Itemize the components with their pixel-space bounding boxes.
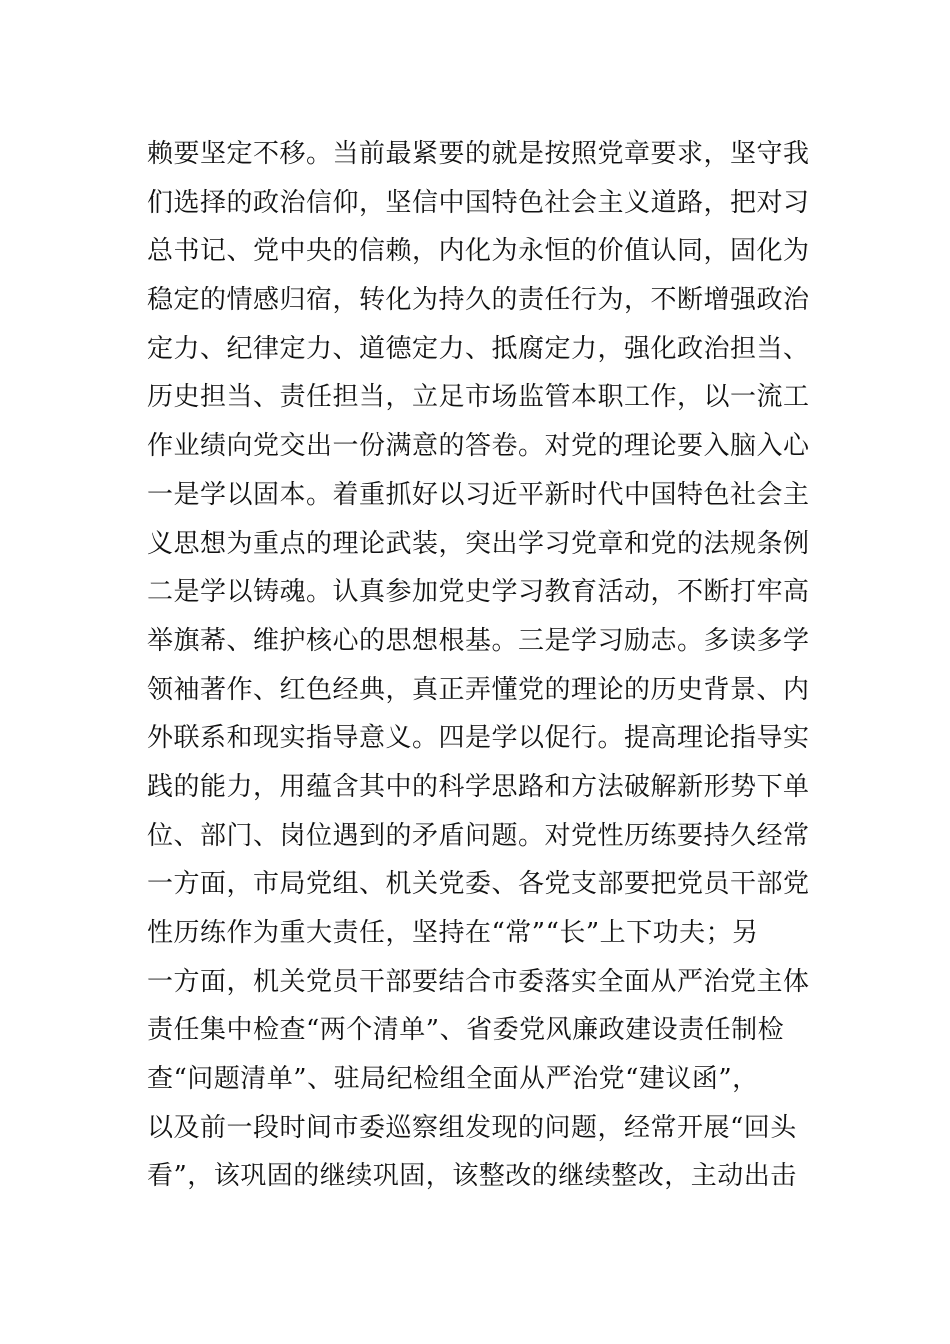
text-line: 位、部门、岗位遇到的矛盾问题。对党性历练要持久经常: [147, 820, 810, 851]
text-line: 们选择的政治信仰，坚信中国特色社会主义道路，把对习: [147, 187, 810, 218]
text-line: 二是学以铸魂。认真参加党史学习教育活动，不断打牢高: [147, 577, 810, 608]
text-line: 一方面，机关党员干部要结合市委落实全面从严治党主体: [147, 966, 810, 997]
text-line: 性历练作为重大责任，坚持在“常”“长”上下功夫；另: [147, 918, 759, 948]
text-line: 以及前一段时间市委巡察组发现的问题，经常开展“回头: [147, 1112, 797, 1143]
text-line: 一是学以固本。着重抓好以习近平新时代中国特色社会主: [147, 479, 810, 510]
text-line: 看”，该巩固的继续巩固，该整改的继续整改，主动出击: [147, 1161, 797, 1192]
text-line: 历史担当、责任担当，立足市场监管本职工作，以一流工: [147, 382, 810, 413]
text-line: 定力、纪律定力、道德定力、抵腐定力，强化政治担当、: [147, 333, 810, 364]
text-line: 一方面，市局党组、机关党委、各党支部要把党员干部党: [147, 869, 810, 900]
text-line: 作业绩向党交出一份满意的答卷。对党的理论要入脑入心: [147, 431, 810, 462]
text-line: 责任集中检查“两个清单”、省委党风廉政建设责任制检: [147, 1015, 785, 1046]
text-line: 领袖著作、红色经典，真正弄懂党的理论的历史背景、内: [147, 674, 810, 705]
text-line: 外联系和现实指导意义。四是学以促行。提高理论指导实: [147, 723, 810, 754]
text-line: 举旗莃、维护核心的思想根基。三是学习励志。多读多学: [147, 625, 810, 656]
text-line: 践的能力，用蕴含其中的科学思路和方法破解新形势下单: [147, 771, 810, 802]
text-line: 义思想为重点的理论武装，突出学习党章和党的法规条例: [147, 528, 810, 559]
body-text: [147, 130, 810, 1201]
text-line: 赖要坚定不移。当前最紧要的就是按照党章要求，坚守我: [147, 139, 810, 169]
text-line: 查“问题清单”、驻局纪检组全面从严治党“建议函”，: [147, 1064, 759, 1095]
text-line: 稳定的情感归宿，转化为持久的责任行为，不断增强政治: [147, 285, 810, 316]
text-line: 总书记、党中央的信赖，内化为永恒的价值认同，固化为: [147, 236, 810, 267]
